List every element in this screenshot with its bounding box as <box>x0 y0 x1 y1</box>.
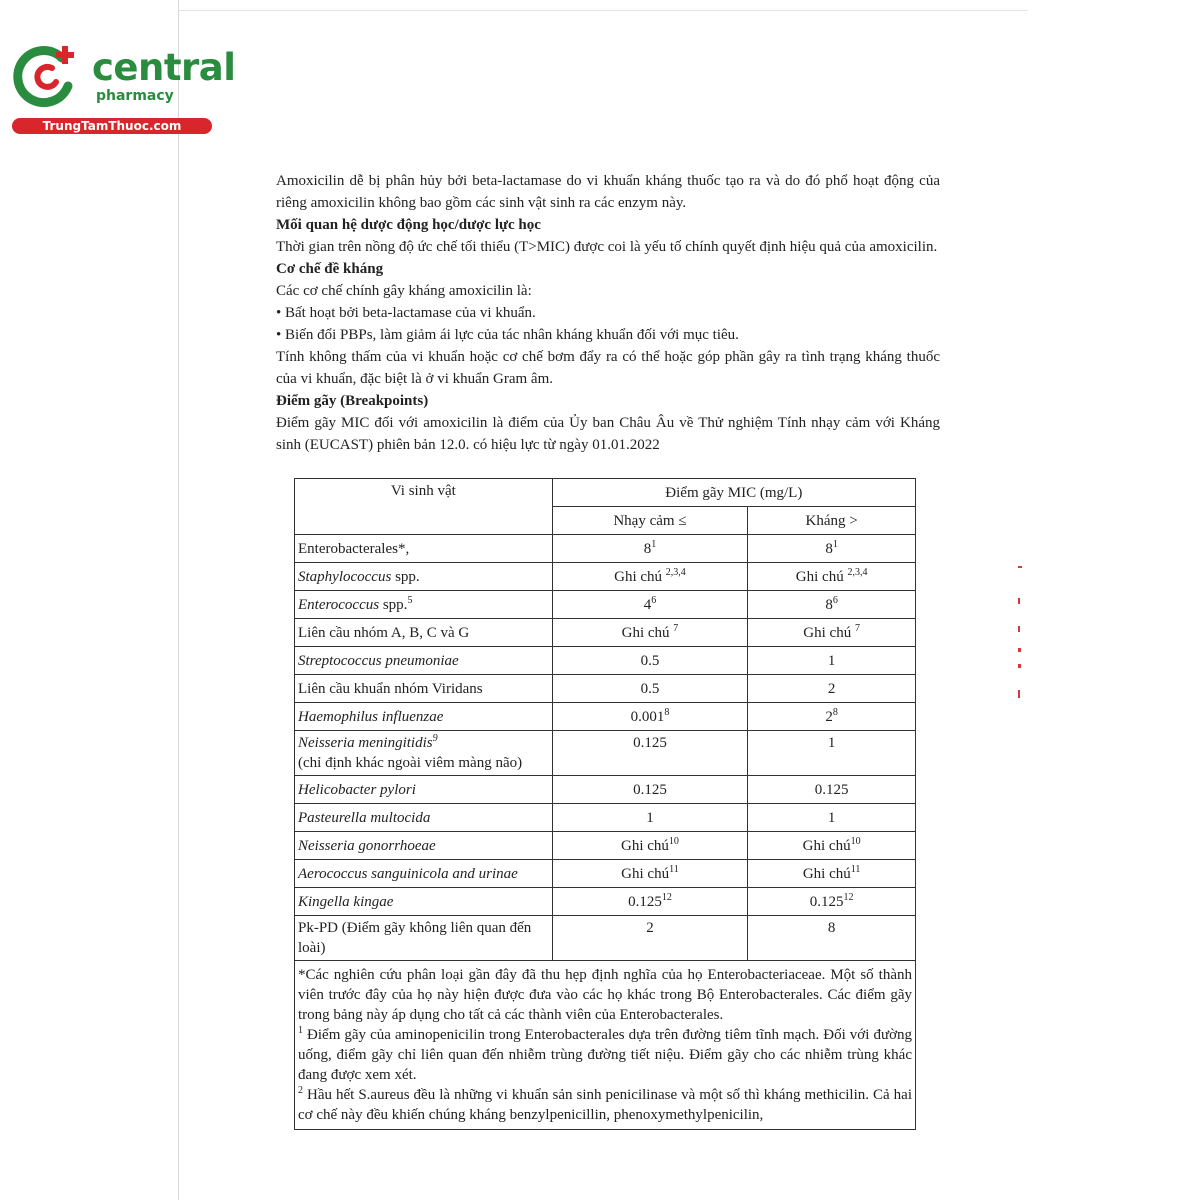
header-mic: Điểm gãy MIC (mg/L) <box>552 479 915 507</box>
footnote-star: *Các nghiên cứu phân loại gần đây đã thu hẹp định nghĩa của họ Enterobacteriaceae. Một số thành viên trước đây của họ này hiện được đưa vào các họ khác trong Bộ Enterobacterales. Các điểm gãy trong bảng này áp dụng cho tất cả các thành viên của Enterobacterales. <box>298 967 912 1023</box>
resistant-cell: 1 <box>748 647 916 675</box>
logo-name: central <box>92 46 236 89</box>
susceptible-cell: 0.5 <box>552 647 748 675</box>
resistant-cell: Ghi chú $^{2,3,4}$ <box>748 563 916 591</box>
table-row <box>295 832 916 860</box>
footnote-2: $^2$ Hầu hết S.aureus đều là những vi khuẩn sản sinh penicilinase và một số thì kháng methicilin. Cả hai cơ chế này đều khiến chúng kháng benzylpenicillin, phenoxymethylpenicilin, <box>298 1085 912 1123</box>
paragraph-t-mic: Thời gian trên nồng độ ức chế tối thiểu (T>MIC) được coi là yếu tố chính quyết định hiệu quả của amoxicilin. <box>276 239 938 255</box>
mic-breakpoint-table <box>294 478 916 1130</box>
susceptible-cell: Ghi chú $^7$ <box>552 619 748 647</box>
paragraph-eucast: Điểm gãy MIC đối với amoxicilin là điểm của Ủy ban Châu Âu về Thử nghiệm Tính nhạy cảm với Kháng sinh (EUCAST) phiên bản 12.0. có hiệu lực từ ngày 01.01.2022 <box>276 415 940 453</box>
resistant-cell: Ghi chú$^{10}$ <box>748 832 916 860</box>
document-body <box>276 170 940 456</box>
paragraph-impermeability: Tính không thấm của vi khuẩn hoặc cơ chế bơm đẩy ra có thể hoặc góp phần gây ra tình trạng kháng thuốc của vi khuẩn, đặc biệt là ở vi khuẩn Gram âm. <box>276 349 940 387</box>
table-row <box>295 776 916 804</box>
table-row <box>295 647 916 675</box>
susceptible-cell: Ghi chú$^{10}$ <box>552 832 748 860</box>
table-row <box>295 619 916 647</box>
margin-stamp-mark <box>1018 598 1020 604</box>
susceptible-cell: 0.125 <box>552 731 748 776</box>
resistant-cell: $8^6$ <box>748 591 916 619</box>
table-row <box>295 888 916 916</box>
heading-pk-pd: Mối quan hệ dược động học/dược lực học <box>276 217 541 233</box>
susceptible-cell: Ghi chú$^{11}$ <box>552 860 748 888</box>
resistant-cell: 8 <box>748 916 916 961</box>
table-row <box>295 804 916 832</box>
table-row <box>295 916 916 961</box>
organism-cell: Enterococcus spp.$^5$ <box>295 591 553 619</box>
paragraph-amoxicilin-hydrolysis: Amoxicilin dễ bị phân hủy bởi beta-lactamase do vi khuẩn kháng thuốc tạo ra và do đó phổ hoạt động của riêng amoxicilin không bao gồm các sinh vật sinh ra các enzym này. <box>276 173 940 211</box>
susceptible-cell: 0.125 <box>552 776 748 804</box>
resistant-cell: 2 <box>748 675 916 703</box>
margin-stamp-mark <box>1018 626 1020 632</box>
page-edge-top <box>178 10 1028 11</box>
organism-cell: Neisseria gonorrhoeae <box>295 832 553 860</box>
susceptible-cell: 0.5 <box>552 675 748 703</box>
table-row <box>295 535 916 563</box>
organism-cell: Pasteurella multocida <box>295 804 553 832</box>
susceptible-cell: 1 <box>552 804 748 832</box>
bullet-pbps: • Biến đổi PBPs, làm giảm ái lực của tác nhân kháng khuẩn đối với mục tiêu. <box>276 327 739 343</box>
pharmacy-cross-icon <box>12 40 82 110</box>
logo-site-link[interactable]: TrungTamThuoc.com <box>12 118 212 134</box>
susceptible-cell: 0.001$^8$ <box>552 703 748 731</box>
heading-resistance: Cơ chế đề kháng <box>276 261 384 277</box>
table-row <box>295 860 916 888</box>
resistant-cell: Ghi chú $^7$ <box>748 619 916 647</box>
susceptible-cell: 0.125$^{12}$ <box>552 888 748 916</box>
organism-cell: Liên cầu nhóm A, B, C và G <box>295 619 553 647</box>
organism-cell: Helicobacter pylori <box>295 776 553 804</box>
table-row <box>295 675 916 703</box>
resistant-cell: 0.125$^{12}$ <box>748 888 916 916</box>
header-susceptible: Nhạy cảm ≤ <box>552 507 748 535</box>
margin-stamp-mark <box>1018 690 1020 698</box>
organism-cell: Kingella kingae <box>295 888 553 916</box>
organism-cell: Enterobacterales*, <box>295 535 553 563</box>
paragraph-resistance-intro: Các cơ chế chính gây kháng amoxicilin là: <box>276 283 532 299</box>
organism-cell: Pk-PD (Điểm gãy không liên quan đến loài) <box>295 916 553 961</box>
page-edge-left <box>178 0 179 1200</box>
susceptible-cell: $4^6$ <box>552 591 748 619</box>
organism-cell: Neisseria meningitidis$^9$ (chỉ định khác ngoài viêm màng não) <box>295 731 553 776</box>
organism-cell: Haemophilus influenzae <box>295 703 553 731</box>
logo-subtitle: pharmacy <box>96 88 174 104</box>
organism-cell: Streptococcus pneumoniae <box>295 647 553 675</box>
susceptible-cell: $8^1$ <box>552 535 748 563</box>
resistant-cell: 1 <box>748 731 916 776</box>
table-row <box>295 703 916 731</box>
footnote-row <box>295 961 916 1130</box>
resistant-cell: 0.125 <box>748 776 916 804</box>
resistant-cell: Ghi chú$^{11}$ <box>748 860 916 888</box>
central-pharmacy-logo[interactable] <box>8 36 236 136</box>
margin-stamp-mark <box>1018 648 1021 652</box>
susceptible-cell: 2 <box>552 916 748 961</box>
susceptible-cell: Ghi chú $^{2,3,4}$ <box>552 563 748 591</box>
header-resistant: Kháng > <box>748 507 916 535</box>
resistant-cell: 1 <box>748 804 916 832</box>
resistant-cell: $2^8$ <box>748 703 916 731</box>
table-row <box>295 591 916 619</box>
margin-stamp-mark <box>1018 664 1021 668</box>
header-organism: Vi sinh vật <box>295 479 553 535</box>
organism-cell: Liên cầu khuẩn nhóm Viridans <box>295 675 553 703</box>
heading-breakpoints: Điểm gãy (Breakpoints) <box>276 393 429 409</box>
table-row <box>295 731 916 776</box>
table-row <box>295 563 916 591</box>
bullet-beta-lactamase: • Bất hoạt bởi beta-lactamase của vi khuẩn. <box>276 305 536 321</box>
organism-cell: Staphylococcus spp. <box>295 563 553 591</box>
organism-cell: Aerococcus sanguinicola and urinae <box>295 860 553 888</box>
margin-stamp-mark <box>1018 566 1022 568</box>
table-footnotes <box>295 961 916 1130</box>
resistant-cell: $8^1$ <box>748 535 916 563</box>
footnote-1: $^1$ Điểm gãy của aminopenicilin trong Enterobacterales dựa trên đường tiêm tĩnh mạch. Đối với đường uống, điểm gãy chỉ liên quan đến nhiễm trùng đường tiết niệu. Điểm gãy cho các nhiễm trùng khác đang được xem xét. <box>298 1025 912 1083</box>
table-header-row <box>295 479 916 507</box>
